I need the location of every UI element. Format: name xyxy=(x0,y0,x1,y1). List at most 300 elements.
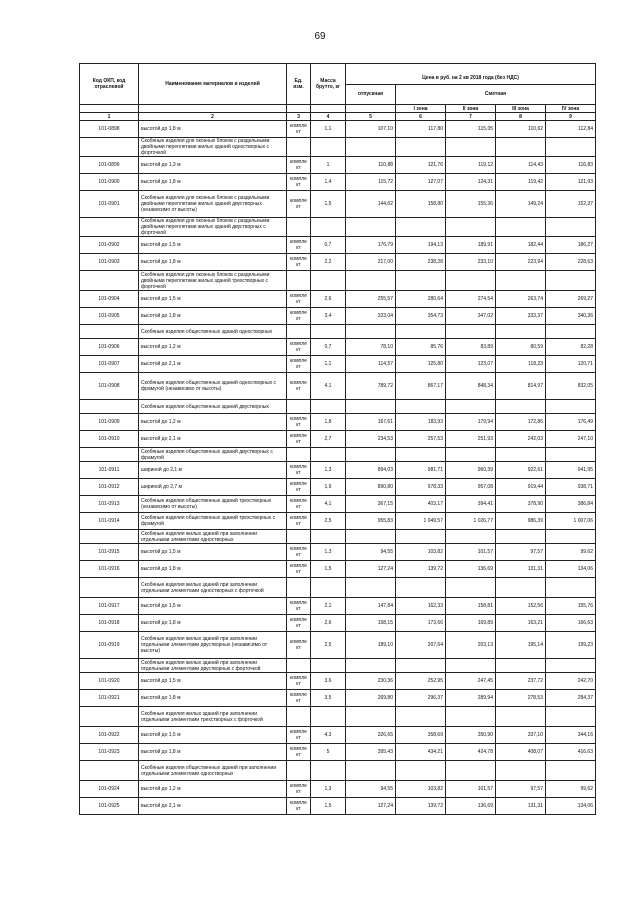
price-release: 890,80 xyxy=(346,479,396,496)
empty-cell xyxy=(346,707,396,727)
price-zone-1: 434,21 xyxy=(396,744,446,761)
item-mass: 2,5 xyxy=(311,632,346,659)
item-mass: 2,1 xyxy=(311,598,346,615)
item-name: высотой до 2,1 м xyxy=(139,798,287,815)
price-zone-2: 1 026,77 xyxy=(446,513,496,530)
price-zone-2: 119,12 xyxy=(446,157,496,174)
empty-cell xyxy=(396,761,446,781)
empty-cell xyxy=(496,578,546,598)
empty-cell xyxy=(546,325,596,339)
group-title: Скобяные изделия для оконных блоков с раздельными двойными переплетами жилых зданий одностворных с форточкой xyxy=(139,138,287,157)
item-unit: компле кт xyxy=(287,121,311,138)
price-zone-4: 112,84 xyxy=(546,121,596,138)
item-name: Скобяные изделия жилых зданий при заполнении отдельными элементами двустворных (независимо от высоты) xyxy=(139,632,287,659)
item-mass: 1 xyxy=(311,157,346,174)
empty-cell xyxy=(446,578,496,598)
price-release: 127,24 xyxy=(346,798,396,815)
empty-cell xyxy=(396,448,446,462)
group-header-row xyxy=(80,271,596,291)
item-unit: компле кт xyxy=(287,291,311,308)
price-zone-3: 278,53 xyxy=(496,690,546,707)
price-zone-4: 99,62 xyxy=(546,544,596,561)
empty-cell xyxy=(80,578,139,598)
table-row xyxy=(80,339,596,356)
empty-cell xyxy=(446,271,496,291)
empty-cell xyxy=(287,707,311,727)
price-zone-1: 125,80 xyxy=(396,356,446,373)
price-zone-4: 121,93 xyxy=(546,174,596,191)
price-zone-3: 378,90 xyxy=(496,496,546,513)
item-code: 101-0922 xyxy=(80,727,139,744)
group-header-row xyxy=(80,218,596,237)
price-zone-3: 172,86 xyxy=(496,414,546,431)
table-row xyxy=(80,237,596,254)
empty-cell xyxy=(496,138,546,157)
item-code: 101-0909 xyxy=(80,414,139,431)
empty-cell xyxy=(287,271,311,291)
item-name: Скобяные изделия общественных зданий трехстворных (независимо от высоты) xyxy=(139,496,287,513)
col-header-price-group: Цена в руб. на 2 кв 2018 года (без НДС) xyxy=(346,72,596,85)
price-zone-2: 394,41 xyxy=(446,496,496,513)
empty-cell xyxy=(346,761,396,781)
price-release: 269,80 xyxy=(346,690,396,707)
price-release: 955,83 xyxy=(346,513,396,530)
empty-cell xyxy=(287,578,311,598)
group-header-row xyxy=(80,448,596,462)
price-zone-2: 124,31 xyxy=(446,174,496,191)
table-row xyxy=(80,254,596,271)
item-code: 101-0920 xyxy=(80,673,139,690)
price-release: 110,88 xyxy=(346,157,396,174)
item-code: 101-0904 xyxy=(80,291,139,308)
empty-cell xyxy=(446,707,496,727)
item-name: высотой до 1,5 м xyxy=(139,598,287,615)
price-zone-4: 152,37 xyxy=(546,191,596,218)
table-row xyxy=(80,174,596,191)
group-title: Скобяные изделия общественных зданий двустворных с фрамугой xyxy=(139,448,287,462)
item-unit: компле кт xyxy=(287,632,311,659)
price-release: 78,10 xyxy=(346,339,396,356)
price-zone-4: 186,27 xyxy=(546,237,596,254)
price-zone-2: 274,54 xyxy=(446,291,496,308)
empty-cell xyxy=(496,530,546,544)
price-zone-2: 179,94 xyxy=(446,414,496,431)
item-name: высотой до 2,1 м xyxy=(139,356,287,373)
col-header-release: отпускная xyxy=(346,84,396,105)
price-zone-1: 139,72 xyxy=(396,798,446,815)
price-zone-1: 85,76 xyxy=(396,339,446,356)
table-row xyxy=(80,690,596,707)
group-title: Скобяные изделия для оконных блоков с раздельными двойными переплетами жилых зданий трехстворных с форточкой xyxy=(139,271,287,291)
price-zone-1: 867,17 xyxy=(396,373,446,400)
price-zone-4: 247,10 xyxy=(546,431,596,448)
price-release: 894,03 xyxy=(346,462,396,479)
price-zone-1: 358,69 xyxy=(396,727,446,744)
price-release: 114,57 xyxy=(346,356,396,373)
item-code: 101-0921 xyxy=(80,690,139,707)
price-zone-1: 978,33 xyxy=(396,479,446,496)
price-zone-4: 1 007,06 xyxy=(546,513,596,530)
price-zone-4: 941,95 xyxy=(546,462,596,479)
item-unit: компле кт xyxy=(287,479,311,496)
empty-cell xyxy=(311,400,346,414)
empty-cell xyxy=(311,707,346,727)
item-unit: компле кт xyxy=(287,191,311,218)
empty-cell xyxy=(546,448,596,462)
empty-cell xyxy=(80,761,139,781)
empty-cell xyxy=(346,218,396,237)
price-release: 94,55 xyxy=(346,781,396,798)
price-zone-3: 182,44 xyxy=(496,237,546,254)
table-row xyxy=(80,431,596,448)
price-zone-2: 83,89 xyxy=(446,339,496,356)
price-release: 367,15 xyxy=(346,496,396,513)
price-zone-3: 237,72 xyxy=(496,673,546,690)
empty-cell xyxy=(311,761,346,781)
item-mass: 2,2 xyxy=(311,254,346,271)
item-mass: 1,3 xyxy=(311,544,346,561)
col-number: 6 xyxy=(396,113,446,121)
group-title: Скобяные изделия общественных зданий двустворных xyxy=(139,400,287,414)
price-zone-4: 166,63 xyxy=(546,615,596,632)
empty-cell xyxy=(396,218,446,237)
item-code: 101-0906 xyxy=(80,339,139,356)
empty-cell xyxy=(287,448,311,462)
item-unit: компле кт xyxy=(287,237,311,254)
item-unit: компле кт xyxy=(287,513,311,530)
empty-cell xyxy=(80,659,139,673)
item-unit: компле кт xyxy=(287,744,311,761)
price-zone-1: 103,82 xyxy=(396,781,446,798)
price-zone-4: 242,70 xyxy=(546,673,596,690)
group-title: Скобяные изделия жилых зданий при заполнении отдельными элементами одностворных с форточкой xyxy=(139,578,287,598)
item-code: 101-0910 xyxy=(80,431,139,448)
empty-cell xyxy=(446,448,496,462)
price-zone-3: 922,61 xyxy=(496,462,546,479)
item-mass: 0,7 xyxy=(311,339,346,356)
table-row xyxy=(80,291,596,308)
item-name: Скобяные изделия общественных зданий одностворных с фрамугой (независимо от высоты) xyxy=(139,373,287,400)
price-zone-3: 152,56 xyxy=(496,598,546,615)
group-title: Скобяные изделия жилых зданий при заполнении отдельными элементами двустворных с форточкой xyxy=(139,659,287,673)
item-name: высотой до 1,5 м xyxy=(139,237,287,254)
item-name: высотой до 1,8 м xyxy=(139,690,287,707)
empty-cell xyxy=(546,761,596,781)
price-zone-1: 207,64 xyxy=(396,632,446,659)
price-zone-1: 121,76 xyxy=(396,157,446,174)
item-code: 101-0911 xyxy=(80,462,139,479)
empty-cell xyxy=(346,325,396,339)
price-zone-3: 223,94 xyxy=(496,254,546,271)
empty-cell xyxy=(446,218,496,237)
item-name: высотой до 1,5 м xyxy=(139,291,287,308)
price-zone-3: 337,10 xyxy=(496,727,546,744)
empty-cell xyxy=(396,659,446,673)
price-zone-1: 103,82 xyxy=(396,544,446,561)
price-release: 144,62 xyxy=(346,191,396,218)
item-code: 101-0908 xyxy=(80,373,139,400)
price-zone-4: 120,71 xyxy=(546,356,596,373)
empty-cell xyxy=(346,271,396,291)
item-name: высотой до 1,8 м xyxy=(139,174,287,191)
price-zone-1: 158,80 xyxy=(396,191,446,218)
group-header-row xyxy=(80,138,596,157)
item-mass: 3,5 xyxy=(311,690,346,707)
item-unit: компле кт xyxy=(287,781,311,798)
price-zone-3: 131,31 xyxy=(496,798,546,815)
price-zone-2: 251,93 xyxy=(446,431,496,448)
price-zone-3: 114,43 xyxy=(496,157,546,174)
price-release: 230,36 xyxy=(346,673,396,690)
price-zone-1: 296,37 xyxy=(396,690,446,707)
empty-cell xyxy=(496,218,546,237)
item-mass: 1,5 xyxy=(311,191,346,218)
price-zone-3: 195,14 xyxy=(496,632,546,659)
empty-cell xyxy=(80,448,139,462)
item-unit: компле кт xyxy=(287,727,311,744)
item-unit: компле кт xyxy=(287,356,311,373)
item-code: 101-0914 xyxy=(80,513,139,530)
empty-cell xyxy=(546,659,596,673)
price-zone-4: 416,63 xyxy=(546,744,596,761)
table-row xyxy=(80,121,596,138)
price-zone-1: 162,33 xyxy=(396,598,446,615)
empty-cell xyxy=(446,400,496,414)
price-zone-3: 814,97 xyxy=(496,373,546,400)
col-header-zone-4: IV зона xyxy=(546,105,596,113)
item-mass: 4,3 xyxy=(311,727,346,744)
price-zone-2: 115,05 xyxy=(446,121,496,138)
group-title: Скобяные изделия для оконных блоков с раздельными двойными переплетами жилых зданий двустворных с форточкой xyxy=(139,218,287,237)
price-zone-1: 139,72 xyxy=(396,561,446,578)
price-zone-1: 354,73 xyxy=(396,308,446,325)
empty-cell xyxy=(346,659,396,673)
col-number: 7 xyxy=(446,113,496,121)
empty-cell xyxy=(496,659,546,673)
item-mass: 1,3 xyxy=(311,781,346,798)
price-zone-1: 252,95 xyxy=(396,673,446,690)
table-row xyxy=(80,781,596,798)
item-unit: компле кт xyxy=(287,174,311,191)
item-mass: 3,4 xyxy=(311,308,346,325)
price-zone-3: 97,57 xyxy=(496,544,546,561)
price-zone-4: 199,23 xyxy=(546,632,596,659)
item-name: высотой до 1,5 м xyxy=(139,727,287,744)
price-zone-3: 149,24 xyxy=(496,191,546,218)
price-zone-2: 247,45 xyxy=(446,673,496,690)
item-name: высотой до 2,1 м xyxy=(139,431,287,448)
empty-cell xyxy=(496,325,546,339)
item-code: 101-0898 xyxy=(80,121,139,138)
table-row xyxy=(80,191,596,218)
price-zone-4: 82,28 xyxy=(546,339,596,356)
price-zone-2: 136,69 xyxy=(446,798,496,815)
empty-cell xyxy=(311,218,346,237)
empty-cell xyxy=(396,138,446,157)
price-zone-1: 117,80 xyxy=(396,121,446,138)
item-code: 101-0901 xyxy=(80,191,139,218)
group-title: Скобяные изделия жилых зданий при заполнении отдельными элементами трехстворных с форточкой xyxy=(139,707,287,727)
item-mass: 4,1 xyxy=(311,496,346,513)
group-header-row xyxy=(80,761,596,781)
price-zone-4: 99,62 xyxy=(546,781,596,798)
empty-cell xyxy=(287,761,311,781)
col-header-mass: Масса брутто, кг xyxy=(311,64,346,105)
price-zone-3: 986,39 xyxy=(496,513,546,530)
empty-cell xyxy=(311,659,346,673)
item-mass: 1,5 xyxy=(311,561,346,578)
empty-cell xyxy=(287,400,311,414)
empty-cell xyxy=(287,218,311,237)
item-name: высотой до 1,8 м xyxy=(139,561,287,578)
price-zone-3: 110,62 xyxy=(496,121,546,138)
table-row xyxy=(80,513,596,530)
price-zone-2: 233,10 xyxy=(446,254,496,271)
price-release: 395,43 xyxy=(346,744,396,761)
empty-cell xyxy=(311,578,346,598)
price-zone-2: 347,02 xyxy=(446,308,496,325)
price-zone-2: 101,57 xyxy=(446,781,496,798)
item-mass: 0,7 xyxy=(311,237,346,254)
group-header-row xyxy=(80,707,596,727)
empty-cell xyxy=(80,325,139,339)
empty-cell xyxy=(311,530,346,544)
item-unit: компле кт xyxy=(287,414,311,431)
price-zone-3: 80,59 xyxy=(496,339,546,356)
price-zone-4: 832,05 xyxy=(546,373,596,400)
empty-cell xyxy=(346,530,396,544)
item-unit: компле кт xyxy=(287,462,311,479)
item-name: высотой до 1,2 м xyxy=(139,339,287,356)
col-number: 2 xyxy=(139,113,287,121)
price-zone-1: 173,66 xyxy=(396,615,446,632)
group-header-row xyxy=(80,325,596,339)
col-number: 4 xyxy=(311,113,346,121)
price-release: 94,55 xyxy=(346,544,396,561)
price-release: 107,10 xyxy=(346,121,396,138)
price-zone-4: 134,06 xyxy=(546,798,596,815)
table-row xyxy=(80,798,596,815)
empty-cell xyxy=(80,271,139,291)
item-code: 101-0917 xyxy=(80,598,139,615)
empty-cell xyxy=(396,400,446,414)
table-row xyxy=(80,598,596,615)
empty-cell xyxy=(446,530,496,544)
price-release: 147,84 xyxy=(346,598,396,615)
price-table xyxy=(79,63,596,815)
price-zone-1: 981,71 xyxy=(396,462,446,479)
price-zone-4: 284,37 xyxy=(546,690,596,707)
empty-cell xyxy=(396,707,446,727)
empty-cell xyxy=(546,271,596,291)
empty-cell xyxy=(396,325,446,339)
price-zone-1: 194,13 xyxy=(396,237,446,254)
empty-cell xyxy=(446,138,496,157)
item-unit: компле кт xyxy=(287,254,311,271)
price-zone-2: 957,08 xyxy=(446,479,496,496)
table-row xyxy=(80,544,596,561)
table-row xyxy=(80,462,596,479)
item-mass: 1,9 xyxy=(311,479,346,496)
empty-cell xyxy=(496,707,546,727)
price-zone-1: 257,53 xyxy=(396,431,446,448)
item-code: 101-0902 xyxy=(80,237,139,254)
empty-cell xyxy=(311,271,346,291)
item-unit: компле кт xyxy=(287,373,311,400)
item-code: 101-0903 xyxy=(80,254,139,271)
item-code: 101-0913 xyxy=(80,496,139,513)
item-unit: компле кт xyxy=(287,431,311,448)
empty-cell xyxy=(546,400,596,414)
item-unit: компле кт xyxy=(287,157,311,174)
price-zone-2: 203,13 xyxy=(446,632,496,659)
price-release: 115,72 xyxy=(346,174,396,191)
price-release: 189,10 xyxy=(346,632,396,659)
item-mass: 4,1 xyxy=(311,373,346,400)
price-zone-4: 344,16 xyxy=(546,727,596,744)
item-name: Скобяные изделия общественных зданий трехстворных с фрамугой xyxy=(139,513,287,530)
price-zone-2: 101,57 xyxy=(446,544,496,561)
empty-cell xyxy=(546,530,596,544)
item-code: 101-0899 xyxy=(80,157,139,174)
group-header-row xyxy=(80,400,596,414)
empty-cell xyxy=(396,271,446,291)
price-release: 167,61 xyxy=(346,414,396,431)
item-mass: 1,1 xyxy=(311,356,346,373)
empty-cell xyxy=(287,325,311,339)
price-zone-1: 127,07 xyxy=(396,174,446,191)
item-name: высотой до 1,8 м xyxy=(139,121,287,138)
price-zone-4: 176,49 xyxy=(546,414,596,431)
empty-cell xyxy=(346,448,396,462)
col-header-zone-3: III зона xyxy=(496,105,546,113)
item-code: 101-0915 xyxy=(80,544,139,561)
price-zone-3: 919,44 xyxy=(496,479,546,496)
group-header-row xyxy=(80,578,596,598)
price-zone-1: 280,64 xyxy=(396,291,446,308)
col-header-zone-2: II зона xyxy=(446,105,496,113)
table-row xyxy=(80,479,596,496)
group-title: Скобяные изделия общественных зданий при заполнении отдельными элементами одностворных xyxy=(139,761,287,781)
item-code: 101-0907 xyxy=(80,356,139,373)
price-release: 323,04 xyxy=(346,308,396,325)
item-name: высотой до 1,8 м xyxy=(139,308,287,325)
item-name: шириной до 2,7 м xyxy=(139,479,287,496)
table-row xyxy=(80,727,596,744)
price-release: 158,15 xyxy=(346,615,396,632)
empty-cell xyxy=(396,530,446,544)
item-unit: компле кт xyxy=(287,690,311,707)
empty-cell xyxy=(546,218,596,237)
price-release: 176,79 xyxy=(346,237,396,254)
item-mass: 1,5 xyxy=(311,798,346,815)
price-zone-2: 424,78 xyxy=(446,744,496,761)
price-zone-2: 169,89 xyxy=(446,615,496,632)
item-unit: компле кт xyxy=(287,339,311,356)
table-row xyxy=(80,356,596,373)
item-code: 101-0924 xyxy=(80,781,139,798)
price-zone-1: 183,93 xyxy=(396,414,446,431)
col-number: 3 xyxy=(287,113,311,121)
empty-cell xyxy=(287,138,311,157)
col-number: 5 xyxy=(346,113,396,121)
col-header-estimate: Сметная xyxy=(396,84,596,105)
item-unit: компле кт xyxy=(287,673,311,690)
empty-cell xyxy=(496,761,546,781)
price-zone-2: 123,07 xyxy=(446,356,496,373)
price-zone-3: 119,42 xyxy=(496,174,546,191)
page-number: 69 xyxy=(314,31,326,42)
